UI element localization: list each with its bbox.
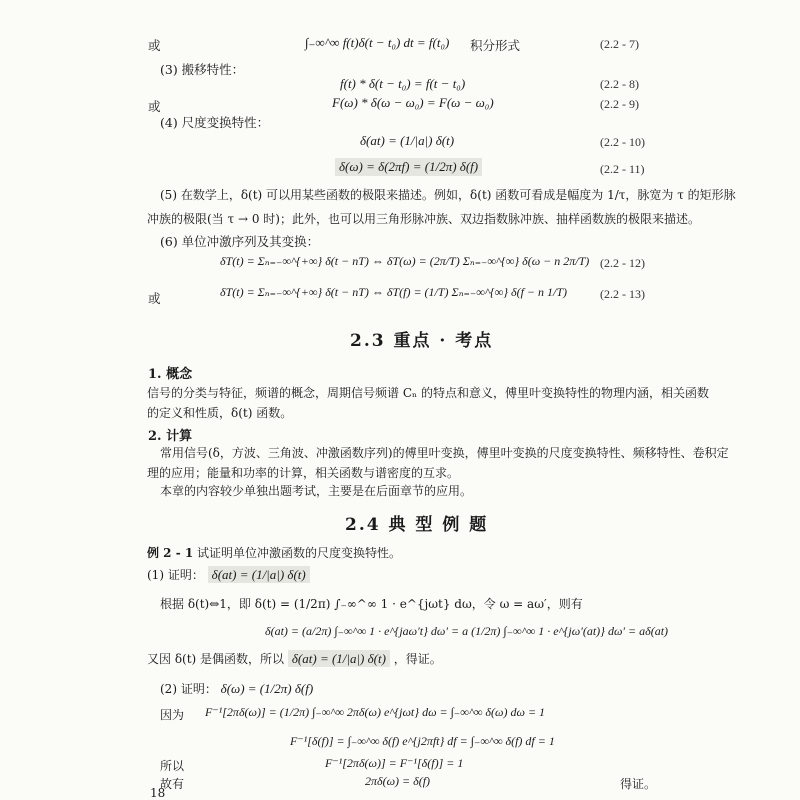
or-label-3: 或	[148, 291, 161, 306]
proof-2-step-3: F⁻¹[2πδ(ω)] = F⁻¹[δ(f)] = 1	[325, 756, 464, 770]
proof-1-proved: ，得证。	[393, 652, 442, 666]
proof-2-step-2: F⁻¹[δ(f)] = ∫₋∞^∞ δ(f) e^{j2πft} df = ∫₋∞^∞ δ(f) df = 1	[290, 734, 555, 748]
page-number: 18	[150, 786, 166, 800]
calculation-line-1: 常用信号(δ，方波、三角波、冲激函数序列)的傅里叶变换，傅里叶变换的尺度变换特性、频移特性、卷积定	[160, 446, 729, 460]
equation-2-2-10: δ(at) = (1/|a|) δ(t)	[360, 133, 455, 148]
or-label-1: 或	[148, 38, 161, 53]
equation-2-2-9: F(ω) * δ(ω − ω₀) = F(ω − ω₀)	[332, 95, 494, 110]
equation-number-2-2-11: (2.2 - 11)	[600, 162, 645, 176]
equation-number-2-2-7: (2.2 - 7)	[600, 37, 639, 51]
proof-1-equation: δ(at) = (1/|a|) δ(t)	[208, 566, 310, 583]
because-label: 因为	[160, 708, 185, 722]
equation-2-2-12: δT(t) = Σₙ₌₋∞^{+∞} δ(t − nT) ⇔ δT(ω) = (2π/T) Σₙ₌₋∞^{∞} δ(ω − n 2π/T)	[220, 254, 590, 268]
equation-number-2-2-12: (2.2 - 12)	[600, 256, 645, 270]
proof-2-result: 2πδ(ω) = δ(f)	[365, 774, 431, 788]
proof-2-equation: δ(ω) = (1/2π) δ(f)	[220, 681, 314, 696]
equation-2-2-13: δT(t) = Σₙ₌₋∞^{+∞} δ(t − nT) ⇔ δT(f) = (1/T) Σₙ₌₋∞^{∞} δ(f − n 1/T)	[220, 285, 567, 299]
equation-number-2-2-9: (2.2 - 9)	[600, 97, 639, 111]
calculation-line-3: 本章的内容较少单独出题考试，主要是在后面章节的应用。	[160, 484, 473, 498]
example-label: 例 2 - 1	[147, 546, 194, 560]
property-item-4: (4) 尺度变换特性：	[160, 115, 270, 130]
section-heading-2-3: 2.3 重点 · 考点	[350, 331, 494, 351]
example-statement: 试证明单位冲激函数的尺度变换特性。	[197, 546, 402, 560]
equation-note-integral-form: 积分形式	[470, 38, 521, 53]
calculation-line-2: 理的应用；能量和功率的计算，相关函数与谱密度的互求。	[147, 466, 460, 480]
proof-1-step-2: δ(at) = (a/2π) ∫₋∞^∞ 1 · e^{jaω′t} dω′ = a (1/2π) ∫₋∞^∞ 1 · e^{jω′(at)} dω′ = aδ(at)	[265, 624, 669, 638]
equation-2-2-8: f(t) * δ(t − t₀) = f(t − t₀)	[340, 76, 466, 91]
subheading-concepts: 1. 概念	[148, 367, 193, 382]
proof-1-conclusion	[147, 650, 442, 667]
equation-2-2-7: ∫₋∞^∞ f(t)δ(t − t₀) dt = f(t₀)	[305, 35, 450, 50]
concepts-line-1: 信号的分类与特征，频谱的概念，周期信号频谱 Cₙ 的特点和意义，傅里叶变换特性的物理内涵，相关函数	[147, 386, 710, 400]
equation-number-2-2-8: (2.2 - 8)	[600, 77, 639, 91]
so-label: 所以	[160, 759, 185, 773]
section-heading-2-4: 2.4 典 型 例 题	[345, 515, 489, 535]
proof-1-conclusion-equation: δ(at) = (1/|a|) δ(t)	[288, 650, 390, 667]
property-item-5-line-2: 冲族的极限(当 τ → 0 时)；此外，也可以用三角形脉冲族、双边指数脉冲族、抽样函数族的极限来描述。	[147, 212, 700, 226]
or-label-2: 或	[148, 99, 161, 114]
property-item-6: (6) 单位冲激序列及其变换：	[160, 234, 320, 249]
proof-2	[160, 680, 313, 697]
equation-2-2-11: δ(ω) = δ(2πf) = (1/2π) δ(f)	[335, 158, 482, 176]
proof-1-conclusion-text: 又因 δ(t) 是偶函数，所以	[147, 652, 285, 666]
proof-1-step-1: 根据 δ(t)⇔1，即 δ(t) = (1/2π) ∫₋∞^∞ 1 · e^{jωt} dω，令 ω = aω′，则有	[160, 597, 583, 611]
proof-1-label: (1) 证明：	[147, 568, 204, 582]
proof-2-step-1: F⁻¹[2πδ(ω)] = (1/2π) ∫₋∞^∞ 2πδ(ω) e^{jωt} dω = ∫₋∞^∞ δ(ω) dω = 1	[205, 705, 546, 719]
property-item-3: (3) 搬移特性：	[160, 62, 245, 77]
equation-number-2-2-10: (2.2 - 10)	[600, 135, 645, 149]
proof-2-label: (2) 证明：	[160, 682, 217, 696]
concepts-line-2: 的定义和性质，δ(t) 函数。	[147, 406, 293, 420]
proof-1	[147, 566, 310, 583]
equation-number-2-2-13: (2.2 - 13)	[600, 287, 645, 301]
hence-label: 故有	[160, 777, 185, 791]
example-2-1	[147, 544, 401, 561]
proof-2-proved: 得证。	[620, 777, 657, 791]
property-item-5-line-1: (5) 在数学上，δ(t) 可以用某些函数的极限来描述。例如，δ(t) 函数可看成是幅度为 1/τ，脉宽为 τ 的矩形脉	[160, 188, 736, 202]
subheading-calculation: 2. 计算	[148, 429, 193, 444]
